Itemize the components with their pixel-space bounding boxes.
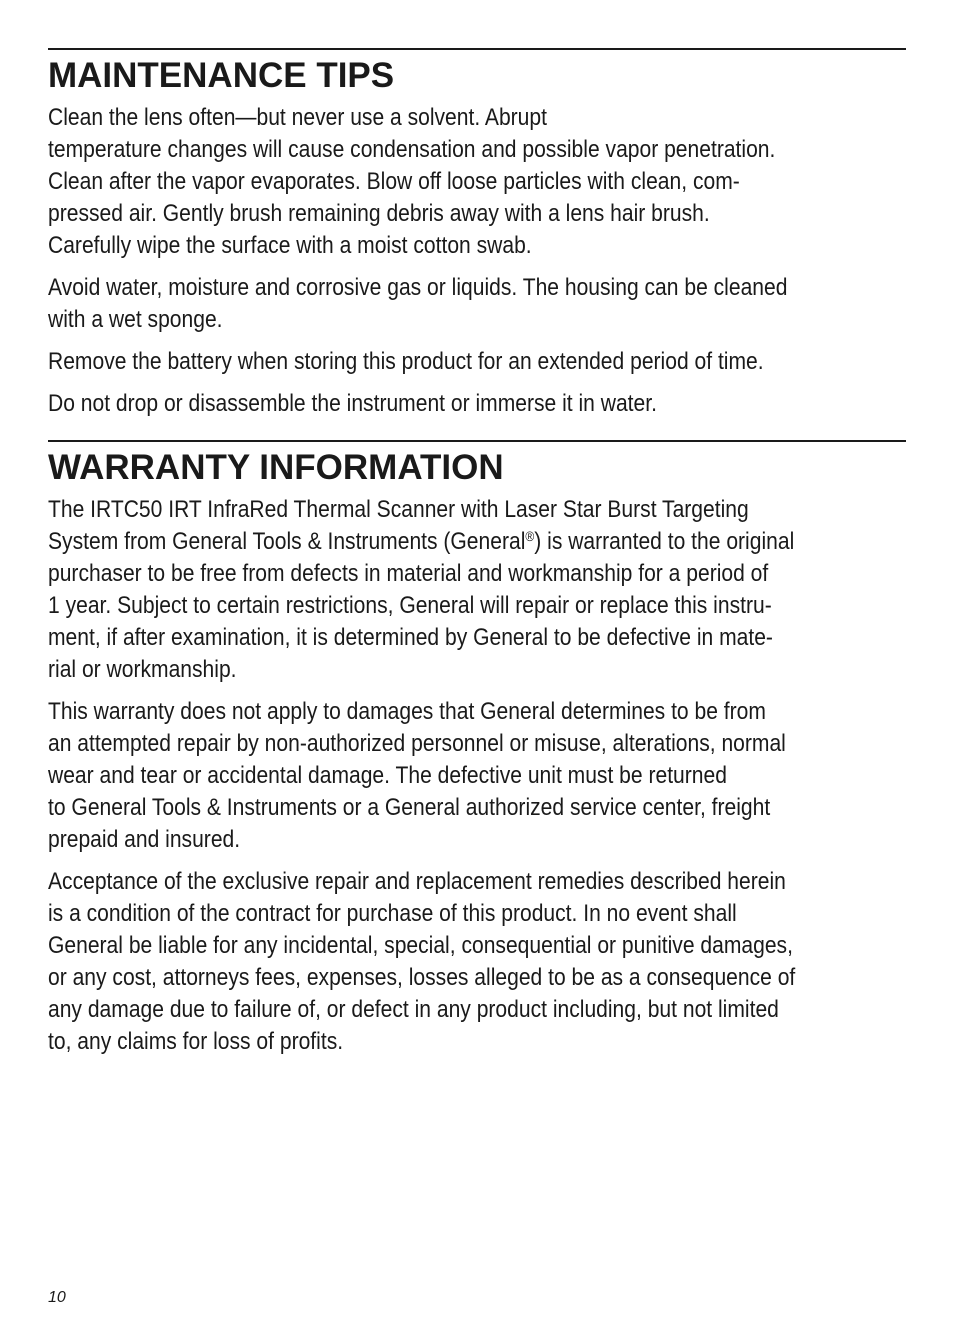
maintenance-title: MAINTENANCE TIPS (48, 56, 395, 95)
text-line: purchaser to be free from defects in material and workmanship for a period of (48, 560, 769, 587)
text-line: any damage due to failure of, or defect in any product including, but not limited (48, 996, 779, 1023)
text-line: pressed air. Gently brush remaining debris away with a lens hair brush. (48, 200, 710, 227)
text-line: General be liable for any incidental, special, consequential or punitive damages, (48, 932, 793, 959)
text-line: is a condition of the contract for purchase of this product. In no event shall (48, 900, 737, 927)
text-line: with a wet sponge. (48, 306, 223, 333)
warranty-paragraph (48, 696, 906, 856)
maintenance-paragraph (48, 102, 906, 262)
warranty-paragraph (48, 866, 906, 1058)
warranty-paragraph (48, 494, 906, 686)
section-divider (48, 440, 906, 442)
text-line: 1 year. Subject to certain restrictions, General will repair or replace this instru- (48, 592, 772, 619)
text-fragment: System from General Tools & Instruments (General (48, 528, 526, 555)
text-line (48, 526, 906, 558)
text-line: The IRTC50 IRT InfraRed Thermal Scanner with Laser Star Burst Targeting (48, 496, 749, 523)
text-line: Avoid water, moisture and corrosive gas or liquids. The housing can be cleaned (48, 274, 788, 301)
text-line: Clean the lens often—but never use a solvent. Abrupt (48, 104, 547, 131)
warranty-title: WARRANTY INFORMATION (48, 448, 504, 487)
registered-mark: ® (525, 528, 535, 544)
maintenance-paragraph (48, 346, 906, 378)
text-line: Carefully wipe the surface with a moist cotton swab. (48, 232, 532, 259)
text-line: Do not drop or disassemble the instrument or immerse it in water. (48, 390, 657, 417)
text-line: Clean after the vapor evaporates. Blow off loose particles with clean, com- (48, 168, 740, 195)
text-line: prepaid and insured. (48, 826, 241, 853)
maintenance-section (48, 48, 906, 420)
text-line: Remove the battery when storing this product for an extended period of time. (48, 348, 764, 375)
text-line: to, any claims for loss of profits. (48, 1028, 344, 1055)
text-line: rial or workmanship. (48, 656, 237, 683)
text-fragment: ) is warranted to the original (534, 528, 795, 555)
text-line: Acceptance of the exclusive repair and replacement remedies described herein (48, 868, 786, 895)
text-line: temperature changes will cause condensation and possible vapor penetration. (48, 136, 776, 163)
maintenance-paragraph (48, 388, 906, 420)
warranty-section (48, 440, 906, 1058)
text-line: or any cost, attorneys fees, expenses, losses alleged to be as a consequence of (48, 964, 796, 991)
text-line: This warranty does not apply to damages that General determines to be from (48, 698, 766, 725)
text-line: wear and tear or accidental damage. The defective unit must be returned (48, 762, 727, 789)
page-number: 10 (48, 1289, 66, 1306)
text-line: an attempted repair by non-authorized personnel or misuse, alterations, normal (48, 730, 786, 757)
text-line: to General Tools & Instruments or a General authorized service center, freight (48, 794, 771, 821)
section-divider (48, 48, 906, 50)
maintenance-paragraph (48, 272, 906, 336)
text-line: ment, if after examination, it is determined by General to be defective in mate- (48, 624, 773, 651)
document-page (48, 48, 906, 1068)
